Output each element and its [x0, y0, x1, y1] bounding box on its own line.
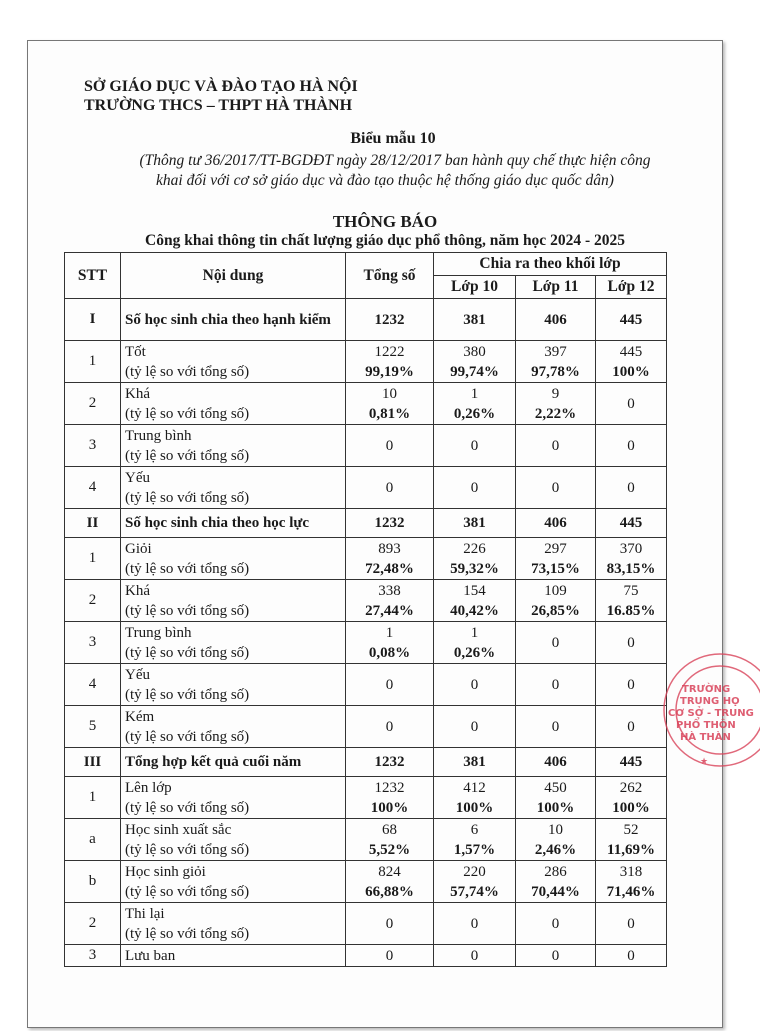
percent-value: 2,22%: [534, 405, 577, 422]
count-value: 450: [544, 779, 567, 796]
row-stt: II: [65, 509, 121, 538]
count-value: 445: [619, 311, 643, 328]
grade-cell: [516, 903, 596, 945]
count-value: 406: [544, 311, 567, 328]
percent-value: 40,42%: [450, 602, 499, 619]
total-cell: [346, 777, 434, 819]
count-value: 286: [544, 863, 567, 880]
grade-cell: [596, 425, 667, 467]
count-value: 1: [470, 624, 479, 641]
circular-line-1: (Thông tư 36/2017/TT-BGDĐT ngày 28/12/2017 ban hành quy chế thực hiện công: [139, 152, 651, 169]
svg-text:PHỔ THÔN: PHỔ THÔN: [676, 720, 736, 731]
row-stt: I: [65, 299, 121, 341]
row-label: Tốt: [125, 343, 146, 360]
grade-cell: [516, 819, 596, 861]
row-ratio-label: (tỷ lệ so với tổng số): [125, 405, 250, 422]
count-value: 397: [544, 343, 567, 360]
table-row: [65, 861, 667, 903]
svg-text:★: ★: [700, 757, 709, 767]
row-stt: III: [65, 748, 121, 777]
table-row: [65, 467, 667, 509]
count-value: 0: [627, 915, 635, 932]
grade-cell: [596, 538, 667, 580]
grade-cell: [516, 383, 596, 425]
count-value: 0: [627, 718, 635, 735]
section-row: [65, 509, 667, 538]
row-content: [121, 383, 346, 425]
count-value: 0: [627, 634, 635, 651]
percent-value: 83,15%: [606, 560, 656, 577]
count-value: 0: [470, 479, 479, 496]
table-row: [65, 622, 667, 664]
total-cell: [346, 819, 434, 861]
count-value: 0: [385, 915, 394, 932]
count-value: 0: [627, 676, 635, 693]
row-ratio-label: (tỷ lệ so với tổng số): [125, 925, 250, 942]
count-value: 412: [463, 779, 486, 796]
row-content: [121, 580, 346, 622]
grade-cell: [516, 777, 596, 819]
count-value: 0: [627, 947, 635, 964]
grade-cell: [516, 538, 596, 580]
grade-cell: [516, 664, 596, 706]
total-cell: [346, 341, 434, 383]
grade-cell: [434, 819, 516, 861]
total-cell: [346, 622, 434, 664]
row-label: Yếu: [125, 469, 150, 486]
count-value: 0: [470, 676, 479, 693]
row-stt: 1: [65, 341, 121, 383]
row-label: Số học sinh chia theo hạnh kiểm: [125, 311, 331, 328]
count-value: 445: [619, 515, 643, 531]
row-ratio-label: (tỷ lệ so với tổng số): [125, 686, 250, 703]
row-ratio-label: (tỷ lệ so với tổng số): [125, 489, 250, 506]
header-grade-10: Lớp 10: [434, 276, 516, 299]
row-label: Kém: [125, 708, 155, 725]
grade-cell: [434, 425, 516, 467]
row-content: [121, 903, 346, 945]
table-row: [65, 903, 667, 945]
row-label: Số học sinh chia theo học lực: [125, 515, 310, 531]
count-value: 0: [551, 479, 560, 496]
row-content: [121, 748, 346, 777]
row-stt: 1: [65, 538, 121, 580]
grade-cell: [596, 383, 667, 425]
notice-subtitle: Công khai thông tin chất lượng giáo dục phổ thông, năm học 2024 - 2025: [145, 232, 625, 249]
percent-value: 0,26%: [453, 405, 496, 422]
row-label: Khá: [125, 385, 150, 402]
row-stt: 4: [65, 467, 121, 509]
count-value: 0: [551, 437, 560, 454]
row-stt: 3: [65, 622, 121, 664]
circular-line-2: khai đối với cơ sở giáo dục và đào tạo thuộc hệ thống giáo dục quốc dân): [156, 172, 614, 189]
grade-cell: [596, 467, 667, 509]
grade-cell: [434, 538, 516, 580]
row-ratio-label: (tỷ lệ so với tổng số): [125, 602, 250, 619]
row-stt: 1: [65, 777, 121, 819]
count-value: 0: [470, 915, 479, 932]
row-content: [121, 777, 346, 819]
total-cell: [346, 425, 434, 467]
percent-value: 1,57%: [453, 841, 496, 858]
percent-value: 26,85%: [531, 602, 580, 619]
count-value: 10: [382, 385, 397, 402]
grade-cell: [596, 945, 667, 967]
header-total: Tổng số: [346, 253, 434, 299]
count-value: 1222: [374, 343, 405, 360]
count-value: 406: [544, 754, 567, 770]
count-value: 0: [551, 676, 560, 693]
percent-value: 66,88%: [365, 883, 414, 900]
header-grade-11: Lớp 11: [516, 276, 596, 299]
total-cell: [346, 903, 434, 945]
grade-cell: [434, 748, 516, 777]
percent-value: 71,46%: [606, 883, 656, 900]
row-label: Lên lớp: [125, 779, 172, 796]
count-value: 109: [544, 582, 567, 599]
grade-cell: [434, 299, 516, 341]
count-value: 52: [623, 821, 639, 838]
count-value: 1232: [374, 515, 405, 531]
row-label: Giỏi: [125, 540, 152, 557]
row-content: [121, 509, 346, 538]
row-content: [121, 819, 346, 861]
table-row: [65, 945, 667, 967]
department-name: SỞ GIÁO DỤC VÀ ĐÀO TẠO HÀ NỘI: [84, 78, 358, 95]
grade-cell: [596, 748, 667, 777]
count-value: 10: [548, 821, 563, 838]
row-content: [121, 622, 346, 664]
count-value: 445: [619, 754, 643, 770]
count-value: 0: [385, 479, 394, 496]
count-value: 0: [470, 718, 479, 735]
count-value: 0: [385, 437, 394, 454]
count-value: 1: [470, 385, 479, 402]
grade-cell: [596, 622, 667, 664]
count-value: 824: [378, 863, 401, 880]
svg-text:TRUNG HỌ: TRUNG HỌ: [680, 696, 740, 707]
row-ratio-label: (tỷ lệ so với tổng số): [125, 728, 250, 745]
count-value: 370: [619, 540, 643, 557]
row-stt: 4: [65, 664, 121, 706]
grade-cell: [596, 299, 667, 341]
grade-cell: [596, 777, 667, 819]
percent-value: 0,26%: [453, 644, 496, 661]
row-ratio-label: (tỷ lệ so với tổng số): [125, 883, 250, 900]
grade-cell: [596, 580, 667, 622]
row-label: Khá: [125, 582, 150, 599]
count-value: 1232: [374, 754, 405, 770]
count-value: 0: [385, 718, 394, 735]
grade-cell: [516, 861, 596, 903]
grade-cell: [596, 664, 667, 706]
school-name: TRƯỜNG THCS – THPT HÀ THÀNH: [84, 97, 353, 114]
total-cell: [346, 748, 434, 777]
count-value: 75: [623, 582, 639, 599]
count-value: 0: [627, 437, 635, 454]
count-value: 0: [627, 395, 635, 412]
row-label: Yếu: [125, 666, 150, 683]
count-value: 406: [544, 515, 567, 531]
form-title: Biểu mẫu 10: [350, 130, 436, 147]
total-cell: [346, 861, 434, 903]
row-label: Học sinh xuất sắc: [125, 821, 232, 838]
row-stt: 2: [65, 383, 121, 425]
count-value: 1232: [374, 311, 405, 328]
row-stt: 2: [65, 903, 121, 945]
row-label: Thi lại: [125, 905, 165, 922]
row-content: [121, 299, 346, 341]
count-value: 0: [470, 947, 479, 964]
grade-cell: [434, 341, 516, 383]
count-value: 0: [470, 437, 479, 454]
header-grade-12: Lớp 12: [596, 276, 667, 299]
row-label: Tổng hợp kết quả cuối năm: [125, 754, 302, 770]
total-cell: [346, 945, 434, 967]
row-content: [121, 425, 346, 467]
grade-cell: [434, 777, 516, 819]
count-value: 338: [378, 582, 401, 599]
percent-value: 100%: [536, 799, 575, 816]
table-row: [65, 538, 667, 580]
grade-cell: [516, 425, 596, 467]
row-stt: b: [65, 861, 121, 903]
svg-text:HÀ THÀN: HÀ THÀN: [680, 732, 731, 743]
count-value: 381: [463, 311, 486, 328]
grade-cell: [434, 945, 516, 967]
svg-text:TRƯỜNG: TRƯỜNG: [682, 684, 731, 695]
quality-table: [64, 252, 667, 967]
percent-value: 27,44%: [365, 602, 414, 619]
percent-value: 97,78%: [531, 363, 580, 380]
section-row: [65, 748, 667, 777]
row-ratio-label: (tỷ lệ so với tổng số): [125, 841, 250, 858]
grade-cell: [434, 706, 516, 748]
count-value: 297: [544, 540, 567, 557]
percent-value: 100%: [370, 799, 409, 816]
table-row: [65, 580, 667, 622]
row-label: Học sinh giỏi: [125, 863, 206, 880]
count-value: 381: [463, 754, 486, 770]
row-content: [121, 706, 346, 748]
grade-cell: [434, 580, 516, 622]
header-content: Nội dung: [121, 253, 346, 299]
total-cell: [346, 383, 434, 425]
percent-value: 73,15%: [531, 560, 580, 577]
header-grade-group: Chia ra theo khối lớp: [434, 253, 667, 276]
count-value: 1232: [374, 779, 405, 796]
grade-cell: [596, 706, 667, 748]
table-row: [65, 425, 667, 467]
grade-cell: [516, 622, 596, 664]
row-stt: 2: [65, 580, 121, 622]
count-value: 220: [463, 863, 486, 880]
count-value: 0: [385, 676, 394, 693]
count-value: 380: [463, 343, 486, 360]
grade-cell: [516, 509, 596, 538]
percent-value: 0,08%: [368, 644, 411, 661]
grade-cell: [516, 945, 596, 967]
row-stt: 3: [65, 425, 121, 467]
row-ratio-label: (tỷ lệ so với tổng số): [125, 363, 250, 380]
grade-cell: [516, 748, 596, 777]
count-value: 893: [378, 540, 401, 557]
total-cell: [346, 706, 434, 748]
total-cell: [346, 467, 434, 509]
count-value: 262: [619, 779, 643, 796]
grade-cell: [516, 706, 596, 748]
percent-value: 16.85%: [606, 602, 656, 619]
count-value: 0: [551, 634, 560, 651]
grade-cell: [596, 509, 667, 538]
row-label: Trung bình: [125, 624, 192, 641]
percent-value: 0,81%: [368, 405, 411, 422]
percent-value: 59,32%: [450, 560, 499, 577]
table-row: [65, 819, 667, 861]
grade-cell: [596, 819, 667, 861]
table-row: [65, 777, 667, 819]
notice-title: THÔNG BÁO: [332, 212, 438, 231]
count-value: 0: [551, 947, 560, 964]
percent-value: 100%: [612, 363, 650, 380]
grade-cell: [516, 299, 596, 341]
row-stt: 3: [65, 945, 121, 967]
count-value: 318: [619, 863, 643, 880]
percent-value: 99,74%: [450, 363, 499, 380]
row-ratio-label: (tỷ lệ so với tổng số): [125, 644, 250, 661]
header-stt: STT: [65, 253, 121, 299]
table-row: [65, 341, 667, 383]
count-value: 68: [382, 821, 397, 838]
table-row: [65, 706, 667, 748]
row-label: Trung bình: [125, 427, 192, 444]
percent-value: 57,74%: [450, 883, 499, 900]
count-value: 0: [551, 915, 560, 932]
percent-value: 72,48%: [365, 560, 414, 577]
table-row: [65, 664, 667, 706]
row-ratio-label: (tỷ lệ so với tổng số): [125, 560, 250, 577]
total-cell: [346, 538, 434, 580]
grade-cell: [434, 622, 516, 664]
row-content: [121, 467, 346, 509]
row-ratio-label: (tỷ lệ so với tổng số): [125, 799, 250, 816]
grade-cell: [434, 903, 516, 945]
grade-cell: [434, 467, 516, 509]
count-value: 154: [463, 582, 486, 599]
percent-value: 11,69%: [607, 841, 655, 858]
table-row: [65, 383, 667, 425]
grade-cell: [516, 467, 596, 509]
count-value: 226: [463, 540, 486, 557]
count-value: 0: [385, 947, 394, 964]
svg-text:CƠ SỞ - TRUNG: CƠ SỞ - TRUNG: [668, 708, 754, 719]
row-ratio-label: (tỷ lệ so với tổng số): [125, 447, 250, 464]
grade-cell: [596, 861, 667, 903]
percent-value: 100%: [455, 799, 494, 816]
grade-cell: [434, 664, 516, 706]
count-value: 0: [627, 479, 635, 496]
row-content: [121, 664, 346, 706]
grade-cell: [434, 509, 516, 538]
total-cell: [346, 664, 434, 706]
row-content: [121, 945, 346, 967]
count-value: 445: [619, 343, 643, 360]
total-cell: [346, 580, 434, 622]
grade-cell: [596, 903, 667, 945]
grade-cell: [434, 861, 516, 903]
section-row: [65, 299, 667, 341]
percent-value: 100%: [612, 799, 650, 816]
percent-value: 99,19%: [365, 363, 414, 380]
count-value: 381: [463, 515, 486, 531]
row-content: [121, 538, 346, 580]
percent-value: 2,46%: [534, 841, 577, 858]
percent-value: 5,52%: [368, 841, 411, 858]
row-stt: a: [65, 819, 121, 861]
percent-value: 70,44%: [531, 883, 580, 900]
count-value: 0: [551, 718, 560, 735]
row-content: [121, 861, 346, 903]
count-value: 1: [385, 624, 394, 641]
grade-cell: [434, 383, 516, 425]
total-cell: [346, 509, 434, 538]
count-value: 9: [551, 385, 560, 402]
grade-cell: [516, 341, 596, 383]
grade-cell: [516, 580, 596, 622]
total-cell: [346, 299, 434, 341]
row-label: Lưu ban: [125, 947, 176, 964]
count-value: 6: [470, 821, 479, 838]
grade-cell: [596, 341, 667, 383]
row-content: [121, 341, 346, 383]
row-stt: 5: [65, 706, 121, 748]
